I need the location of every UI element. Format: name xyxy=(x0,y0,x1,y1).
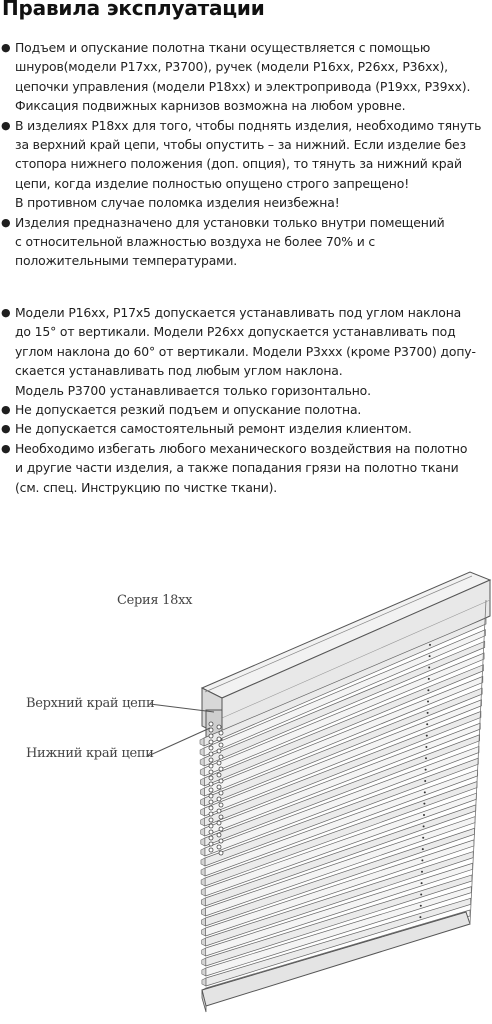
chain-bead xyxy=(217,773,221,777)
chain-bead xyxy=(209,776,213,780)
rule-line: положительными температурами. xyxy=(15,253,238,269)
cord-hole xyxy=(423,814,425,816)
cord-hole xyxy=(425,746,427,748)
pleat-fold xyxy=(201,818,205,826)
pleat-fold xyxy=(201,888,205,896)
blind-illustration xyxy=(0,560,492,1024)
rule-line: В изделиях P18xx для того, чтобы поднять изделия, необходимо тянуть xyxy=(15,117,482,133)
pleat-fold xyxy=(201,848,205,856)
chain-bead xyxy=(209,800,213,804)
series-label: Серия 18xx xyxy=(117,593,193,608)
cord-hole xyxy=(426,735,428,737)
chain-bead xyxy=(209,758,213,762)
chain-bead xyxy=(219,731,223,735)
chain-bead xyxy=(217,809,221,813)
chain-bead xyxy=(219,755,223,759)
bullet-icon: ● xyxy=(1,118,11,132)
chain-bead xyxy=(217,845,221,849)
pleat-fold xyxy=(201,918,205,926)
chain-bead xyxy=(209,782,213,786)
pleat-fold xyxy=(202,938,206,946)
pleat-fold xyxy=(200,738,204,746)
chain-bead xyxy=(217,725,221,729)
cord-hole xyxy=(428,667,430,669)
chain-bead xyxy=(209,842,213,846)
cord-hole xyxy=(425,769,427,771)
bullet-icon: ● xyxy=(1,422,11,436)
rule-item xyxy=(0,419,492,438)
rule-line: скается устанавливать под любым углом наклона. xyxy=(15,363,343,379)
chain-bead xyxy=(217,737,221,741)
bullet-icon: ● xyxy=(1,441,11,455)
chain-bead xyxy=(209,734,213,738)
pleat-fold xyxy=(202,958,206,966)
pleat-fold xyxy=(200,788,204,796)
rule-line: углом наклона до 60° от вертикали. Модели P3xxx (кроме P3700) допу- xyxy=(15,343,476,359)
pleat-fold xyxy=(200,798,204,806)
rule-line: до 15° от вертикали. Модели P26xx допускается устанавливать под xyxy=(15,324,456,340)
rules-list xyxy=(0,38,492,497)
rule-item xyxy=(0,213,492,271)
pleat-fold xyxy=(201,858,205,866)
rule-line: цепи, когда изделие полностью опущено строго запрещено! xyxy=(15,175,410,191)
cord-hole xyxy=(421,882,423,884)
pleated-blind-drawing xyxy=(0,560,492,1024)
cord-hole xyxy=(424,791,426,793)
cord-hole xyxy=(423,803,425,805)
chain-bead xyxy=(219,779,223,783)
chain-bead xyxy=(217,797,221,801)
chain-bead xyxy=(217,833,221,837)
chain-bead xyxy=(209,722,213,726)
cord-hole xyxy=(422,837,424,839)
rule-item xyxy=(0,116,492,213)
bullet-icon: ● xyxy=(1,402,11,416)
rule-item xyxy=(0,400,492,419)
chain-bead xyxy=(209,848,213,852)
rule-line: стопора нижнего положения (доп. опция), то тянуть за нижний край xyxy=(15,156,462,172)
pleat-fold xyxy=(201,898,205,906)
chain-bead xyxy=(219,791,223,795)
pleat-fold xyxy=(200,748,204,756)
pleat-fold xyxy=(201,908,205,916)
chain-bead xyxy=(209,818,213,822)
chain-bead xyxy=(209,746,213,750)
pleat-fold xyxy=(202,968,206,976)
chain-bead xyxy=(209,806,213,810)
rule-item xyxy=(0,303,492,400)
chain-bead xyxy=(209,788,213,792)
rule-line: Необходимо избегать любого механического воздействия на полотно xyxy=(15,440,468,456)
rule-line: Модель P3700 устанавливается только горизонтально. xyxy=(15,382,371,398)
chain-bead xyxy=(217,785,221,789)
cord-hole xyxy=(421,859,423,861)
rule-line: Фиксация подвижных карнизов возможна на любом уровне. xyxy=(15,98,406,114)
page-title: Правила эксплуатации xyxy=(2,0,265,20)
chain-bead xyxy=(209,752,213,756)
cord-hole xyxy=(426,723,428,725)
chain-bead xyxy=(219,767,223,771)
chain-bead xyxy=(219,827,223,831)
rule-line: Подъем и опускание полотна ткани осуществляется с помощью xyxy=(15,40,431,55)
rule-line: за верхний край цепи, чтобы опустить – за нижний. Если изделие без xyxy=(15,137,466,153)
pleat-fold xyxy=(202,928,206,936)
chain-bead xyxy=(209,740,213,744)
chain-bead xyxy=(209,830,213,834)
rule-line: Изделия предназначено для установки только внутри помещений xyxy=(15,214,445,230)
cord-hole xyxy=(427,701,429,703)
chain-bead xyxy=(209,770,213,774)
chain-bead xyxy=(209,836,213,840)
upper-chain-label: Верхний край цепи xyxy=(26,696,155,711)
pleat-fold xyxy=(202,978,206,986)
rule-line: В противном случае поломка изделия неизбежна! xyxy=(15,195,340,211)
rule-line: с относительной влажностью воздуха не более 70% и с xyxy=(15,234,376,250)
chain-bead xyxy=(219,803,223,807)
cord-hole xyxy=(423,825,425,827)
rule-line: (см. спец. Инструкцию по чистке ткани). xyxy=(15,479,278,495)
cord-hole xyxy=(428,678,430,680)
chain-bead xyxy=(209,794,213,798)
pleat-fold xyxy=(201,808,205,816)
rule-line: цепочки управления (модели P18xx) и электропривода (P19xx, P39xx). xyxy=(15,78,471,94)
chain-bead xyxy=(217,821,221,825)
pleat-fold xyxy=(200,768,204,776)
cord-hole xyxy=(420,905,422,907)
rule-line: шнуров(модели P17xx, P3700), ручек (модели P16xx, P26xx, P36xx), xyxy=(15,59,448,75)
chain-bead xyxy=(219,839,223,843)
bullet-icon: ● xyxy=(1,215,11,229)
rule-line: и другие части изделия, а также попадания грязи на полотно ткани xyxy=(15,460,459,476)
rule-item xyxy=(0,38,492,116)
bullet-icon: ● xyxy=(1,41,11,54)
pleat-fold xyxy=(202,948,206,956)
cord-hole xyxy=(420,893,422,895)
rule-line: Не допускается самостоятельный ремонт изделия клиентом. xyxy=(15,421,412,437)
pleat-fold xyxy=(201,838,205,846)
cord-hole xyxy=(424,780,426,782)
chain-bead xyxy=(219,743,223,747)
cord-hole xyxy=(427,689,429,691)
lower-chain-label: Нижний край цепи xyxy=(26,746,154,761)
chain-bead xyxy=(217,749,221,753)
rule-item xyxy=(0,439,492,497)
cord-hole xyxy=(427,712,429,714)
cord-hole xyxy=(425,757,427,759)
chain-bead xyxy=(217,761,221,765)
pleat-fold xyxy=(200,778,204,786)
chain-bead xyxy=(209,824,213,828)
pleat-fold xyxy=(200,758,204,766)
chain-bead xyxy=(219,815,223,819)
cord-hole xyxy=(429,655,431,657)
cord-hole xyxy=(421,871,423,873)
rule-line: Модели P16xx, P17x5 допускается устанавливать под углом наклона xyxy=(15,304,462,320)
pleat-fold xyxy=(201,828,205,836)
cord-hole xyxy=(422,848,424,850)
pleat-fold xyxy=(201,868,205,876)
bullet-icon: ● xyxy=(1,305,11,319)
chain-bead xyxy=(209,812,213,816)
cord-hole xyxy=(429,644,431,646)
chain-bead xyxy=(219,851,223,855)
pleat-fold xyxy=(201,878,205,886)
chain-bead xyxy=(209,764,213,768)
rule-line: Не допускается резкий подъем и опускание полотна. xyxy=(15,401,362,417)
cord-hole xyxy=(419,916,421,918)
